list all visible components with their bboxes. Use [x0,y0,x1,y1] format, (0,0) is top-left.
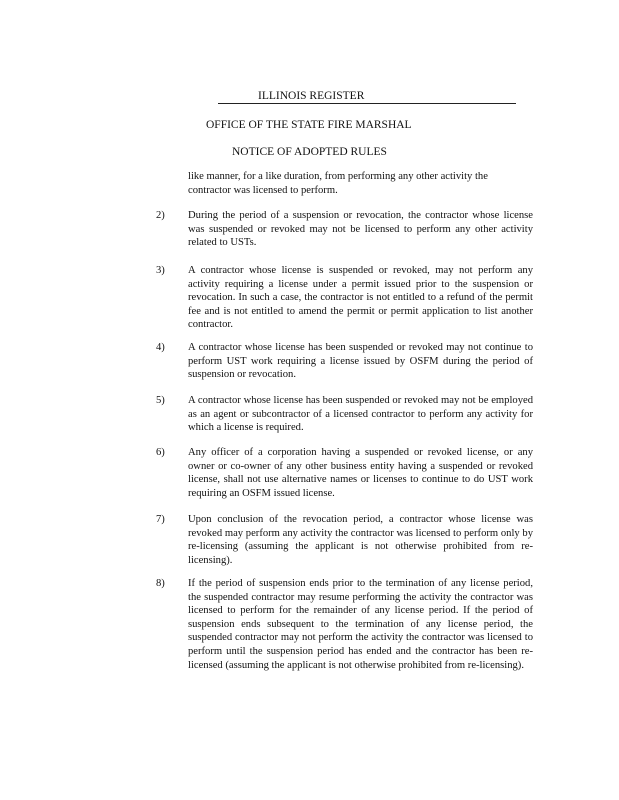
agency-name: OFFICE OF THE STATE FIRE MARSHAL [206,119,412,131]
item-number: 4) [156,342,165,353]
item-text: Any officer of a corporation having a suspended or revoked license, or any owner or co-owner of any other business entity having a suspended or revoked license, shall not use alternative names or licenses to continue to do UST work requiring an OSFM issued license. [188,447,533,499]
register-title: ILLINOIS REGISTER [218,90,516,104]
continuation-paragraph: like manner, for a like duration, from performing any other activity the contractor was licensed to perform. [188,171,488,196]
item-number: 8) [156,578,165,589]
item-text: A contractor whose license has been suspended or revoked may not continue to perform UST work requiring a license issued by OSFM during the period of suspension or revocation. [188,342,533,381]
item-number: 7) [156,514,165,525]
item-text: A contractor whose license is suspended or revoked, may not perform any activity requiring a license under a permit issued prior to the suspension or revocation. In such a case, the contractor is not entitled to a refund of the permit fee and is not entitled to amend the permit or permit application to list another contractor. [188,265,533,331]
notice-title: NOTICE OF ADOPTED RULES [232,146,387,158]
item-text: If the period of suspension ends prior to the termination of any license period, the suspended contractor may resume performing the activity the contractor was licensed to perform for the remainder of any license period. If the period of suspension ends subsequent to the termination of any license period, the suspended contractor may not perform the activity the contractor was licensed to perform until the suspension period has ended and the contractor has been re-licensed (assuming the applicant is not otherwise prohibited from re-licensing). [188,578,533,671]
item-text: During the period of a suspension or revocation, the contractor whose license was suspended or revoked may not be licensed to perform any other activity related to USTs. [188,210,533,249]
item-number: 5) [156,395,165,406]
item-text: Upon conclusion of the revocation period, a contractor whose license was revoked may perform any activity the contractor was licensed to perform only by re-licensing (assuming the applicant is not otherwise prohibited from re-licensing). [188,514,533,566]
item-number: 2) [156,210,165,221]
item-number: 3) [156,265,165,276]
item-number: 6) [156,447,165,458]
item-text: A contractor whose license has been suspended or revoked may not be employed as an agent or subcontractor of a licensed contractor to perform any activity for which a license is required. [188,395,533,434]
